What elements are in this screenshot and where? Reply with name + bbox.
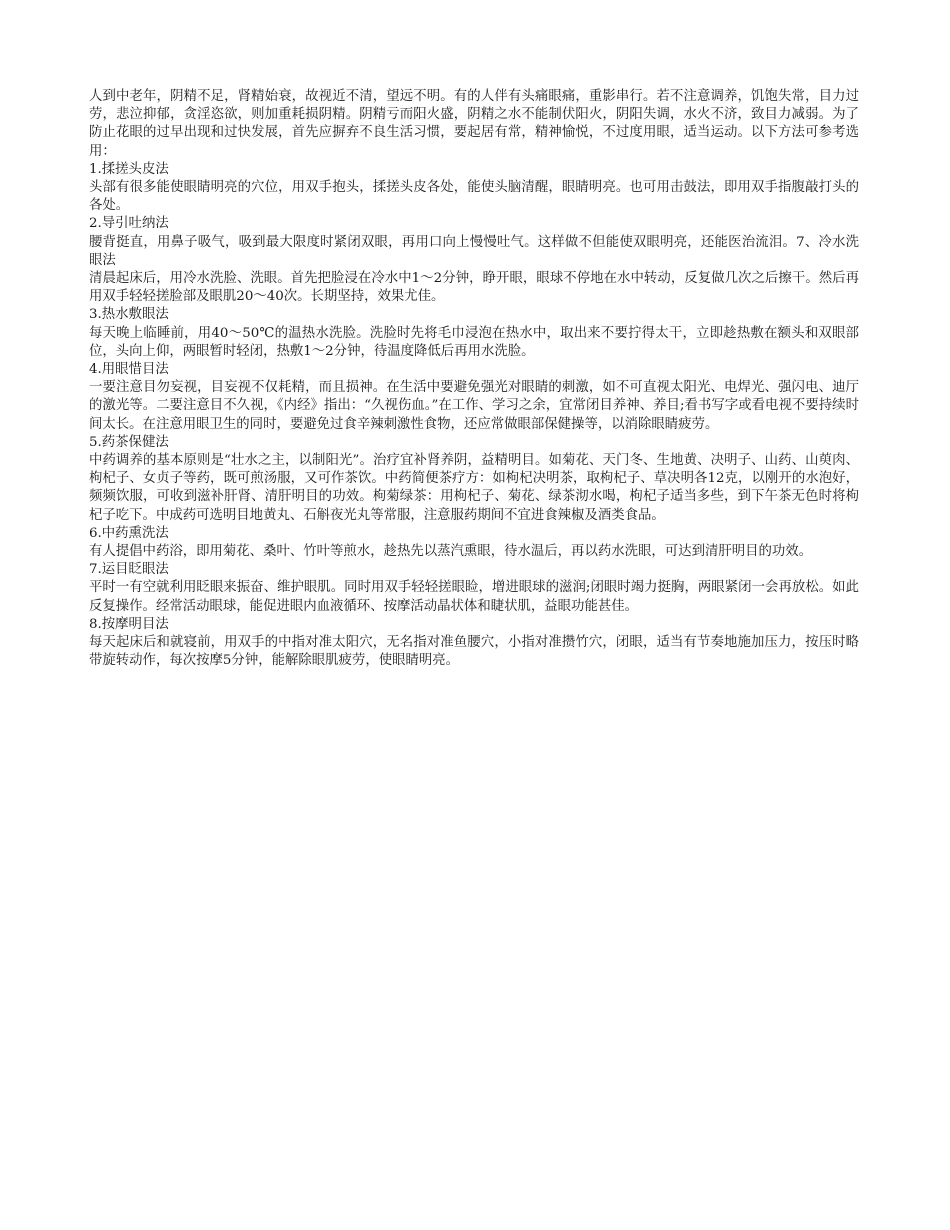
section-body-4: 一要注意目勿妄视，目妄视不仅耗精，而且损神。在生活中要避免强光对眼睛的刺激，如不可直视太阳光、电焊光、强闪电、迪厅的激光等。二要注意目不久视，《内经》指出：“久视伤血。”在工作、学习之余，宜常闭目养神、养目;看书写字或看电视不要持续时间太长。在注意用眼卫生的同时，要避免过食辛辣刺激性食物，还应常做眼部保健操等，以消除眼睛疲劳。 — [89, 380, 859, 432]
section-body-5: 中药调养的基本原则是“壮水之主，以制阳光”。治疗宜补肾养阴，益精明目。如菊花、天门冬、生地黄、决明子、山药、山萸肉、枸杞子、女贞子等药，既可煎汤服，又可作茶饮。中药简便茶疗方：如枸杞决明茶，取枸杞子、草决明各12克，以刚开的水泡好，频频饮服，可收到滋补肝肾、清肝明目的功效。枸菊绿茶：用枸杞子、菊花、绿茶沏水喝，枸杞子适当多些，到下午茶无色时将枸杞子吃下。中成药可选明目地黄丸、石斛夜光丸等常服，注意服药期间不宜进食辣椒及酒类食品。 — [89, 453, 859, 523]
section-body-1: 头部有很多能使眼睛明亮的穴位，用双手抱头，揉搓头皮各处，能使头脑清醒，眼睛明亮。也可用击鼓法，即用双手指腹敲打头的各处。 — [89, 180, 859, 214]
section-body-2: 腰背挺直，用鼻子吸气，吸到最大限度时紧闭双眼，再用口向上慢慢吐气。这样做不但能使双眼明亮，还能医治流泪。7、冷水洗眼法 — [89, 234, 859, 268]
section-body-3: 每天晚上临睡前，用40～50℃的温热水洗脸。洗脸时先将毛巾浸泡在热水中，取出来不要拧得太干，立即趁热敷在额头和双眼部位，头向上仰，两眼暂时轻闭，热敷1～2分钟，待温度降低后再用水洗脸。 — [89, 325, 859, 359]
section-heading-8: 8.按摩明目法 — [89, 616, 169, 632]
section-heading-4: 4.用眼惜目法 — [89, 362, 169, 378]
section-heading-5: 5.药茶保健法 — [89, 434, 169, 450]
intro-paragraph: 人到中老年，阴精不足，肾精始衰，故视近不清，望远不明。有的人伴有头痛眼痛，重影串行。若不注意调养，饥饱失常，目力过劳，悲泣抑郁，贪淫恣欲，则加重耗损阴精。阴精亏而阳火盛，阴精之水不能制伏阳火，阴阳失调，水火不济，致目力减弱。为了防止花眼的过早出现和过快发展，首先应摒弃不良生活习惯，要起居有常，精神愉悦，不过度用眼，适当运动。以下方法可参考选用： — [89, 89, 859, 159]
section-heading-3: 3.热水敷眼法 — [89, 307, 169, 323]
section-body-8: 每天起床后和就寝前，用双手的中指对准太阳穴，无名指对准鱼腰穴，小指对准攒竹穴，闭眼，适当有节奏地施加压力，按压时略带旋转动作，每次按摩5分钟，能解除眼肌疲劳，使眼睛明亮。 — [89, 635, 859, 669]
document-body — [89, 88, 859, 671]
section-heading-6: 6.中药熏洗法 — [89, 525, 169, 541]
section-heading-2: 2.导引吐纳法 — [89, 216, 169, 232]
section-body-7: 平时一有空就利用眨眼来振奋、维护眼肌。同时用双手轻轻搓眼睑，增进眼球的滋润;闭眼时竭力挺胸，两眼紧闭一会再放松。如此反复操作。经常活动眼球，能促进眼内血液循环、按摩活动晶状体和睫状肌，益眼功能甚佳。 — [89, 580, 859, 614]
section-body-6: 有人提倡中药浴，即用菊花、桑叶、竹叶等煎水，趁热先以蒸汽熏眼，待水温后，再以药水洗眼，可达到清肝明目的功效。 — [89, 544, 813, 560]
section-heading-7: 7.运目眨眼法 — [89, 562, 169, 578]
section-heading-1: 1.揉搓头皮法 — [89, 161, 169, 177]
section-body-cold-water: 清晨起床后，用冷水洗脸、洗眼。首先把脸浸在冷水中1～2分钟，睁开眼，眼球不停地在水中转动，反复做几次之后擦干。然后再用双手轻轻搓脸部及眼肌20～40次。长期坚持，效果尤佳。 — [89, 271, 859, 305]
